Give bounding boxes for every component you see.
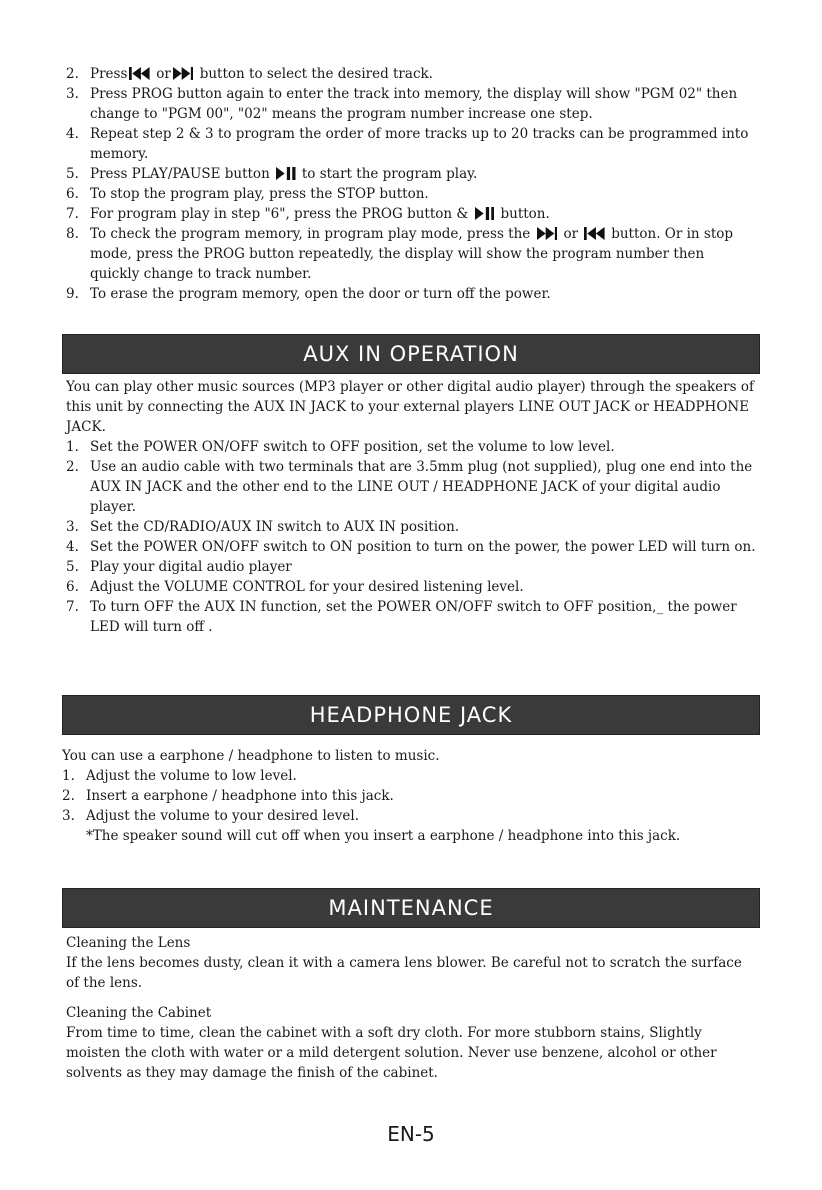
- maintenance-section-title: MAINTENANCE: [328, 896, 494, 920]
- cabinet-text: From time to time, clean the cabinet with a soft dry cloth. For more stubborn stains, Slightly moisten the cloth with water or a mild detergent solution. Never use benzene, alcohol or other solvents as they may damage the finish of the cabinet.: [66, 1025, 717, 1081]
- list-item: 9. To erase the program memory, open the door or turn off the power.: [66, 286, 551, 302]
- lens-heading: Cleaning the Lens: [66, 935, 191, 951]
- list-item: 3. Set the CD/RADIO/AUX IN switch to AUX IN position.: [66, 519, 460, 535]
- list-item: 1. Adjust the volume to low level.: [62, 768, 297, 784]
- list-item: 5. Press PLAY/PAUSE button to start the program play.: [66, 166, 478, 182]
- skip-next-icon: [537, 227, 558, 240]
- list-item: 8. To check the program memory, in program play mode, press the or button. Or in stop mode, press the PROG button repeatedly, the display will show the program number then quickly change to track number.: [66, 226, 734, 282]
- aux-section-banner: [62, 334, 760, 374]
- maintenance-section: [66, 933, 756, 1083]
- maintenance-section-banner: [62, 888, 760, 928]
- aux-steps: [66, 437, 756, 637]
- aux-section: [66, 377, 756, 637]
- list-item: 2. Use an audio cable with two terminals that are 3.5mm plug (not supplied), plug one end into the AUX IN JACK and the other end to the LINE OUT / HEADPHONE JACK of your digital audio player.: [66, 459, 753, 515]
- headphone-intro: You can use a earphone / headphone to listen to music.: [62, 748, 440, 764]
- headphone-steps: [62, 766, 756, 846]
- list-item: 4. Repeat step 2 & 3 to program the order of more tracks up to 20 tracks can be programmed into memory.: [66, 126, 749, 162]
- program-steps: [66, 64, 756, 304]
- aux-intro: You can play other music sources (MP3 player or other digital audio player) through the speakers of this unit by connecting the AUX IN JACK to your external players LINE OUT JACK or HEADPHONE JACK.: [66, 379, 754, 435]
- skip-previous-icon: [129, 67, 150, 80]
- list-item: 6. To stop the program play, press the STOP button.: [66, 186, 429, 202]
- play-pause-icon: [276, 167, 296, 180]
- headphone-section: [62, 746, 756, 846]
- headphone-note: *The speaker sound will cut off when you insert a earphone / headphone into this jack.: [86, 828, 681, 844]
- aux-section-title: AUX IN OPERATION: [303, 342, 519, 366]
- program-section: [66, 64, 756, 304]
- list-item: 2. Insert a earphone / headphone into this jack.: [62, 788, 394, 804]
- skip-previous-icon: [584, 227, 605, 240]
- headphone-section-banner: [62, 695, 760, 735]
- headphone-section-title: HEADPHONE JACK: [309, 703, 513, 727]
- list-item: 4. Set the POWER ON/OFF switch to ON position to turn on the power, the power LED will turn on.: [66, 539, 756, 555]
- list-item: 7. For program play in step "6", press the PROG button & button.: [66, 206, 550, 222]
- lens-text: If the lens becomes dusty, clean it with a camera lens blower. Be careful not to scratch the surface of the lens.: [66, 955, 742, 991]
- skip-next-icon: [173, 67, 194, 80]
- list-item: 5. Play your digital audio player: [66, 559, 292, 575]
- play-pause-icon: [475, 207, 495, 220]
- cabinet-heading: Cleaning the Cabinet: [66, 1005, 212, 1021]
- list-item: 7. To turn OFF the AUX IN function, set the POWER ON/OFF switch to OFF position,_ the power LED will turn off .: [66, 599, 737, 635]
- list-item: 3. Press PROG button again to enter the track into memory, the display will show "PGM 02" then change to "PGM 00", "02" means the program number increase one step.: [66, 86, 738, 122]
- list-item: 2. Press or button to select the desired track.: [66, 66, 433, 82]
- page-number: EN-5: [387, 1122, 435, 1146]
- list-item: 3. Adjust the volume to your desired level.: [62, 808, 359, 824]
- list-item: 1. Set the POWER ON/OFF switch to OFF position, set the volume to low level.: [66, 439, 615, 455]
- list-item: [62, 826, 756, 846]
- list-item: 6. Adjust the VOLUME CONTROL for your desired listening level.: [66, 579, 524, 595]
